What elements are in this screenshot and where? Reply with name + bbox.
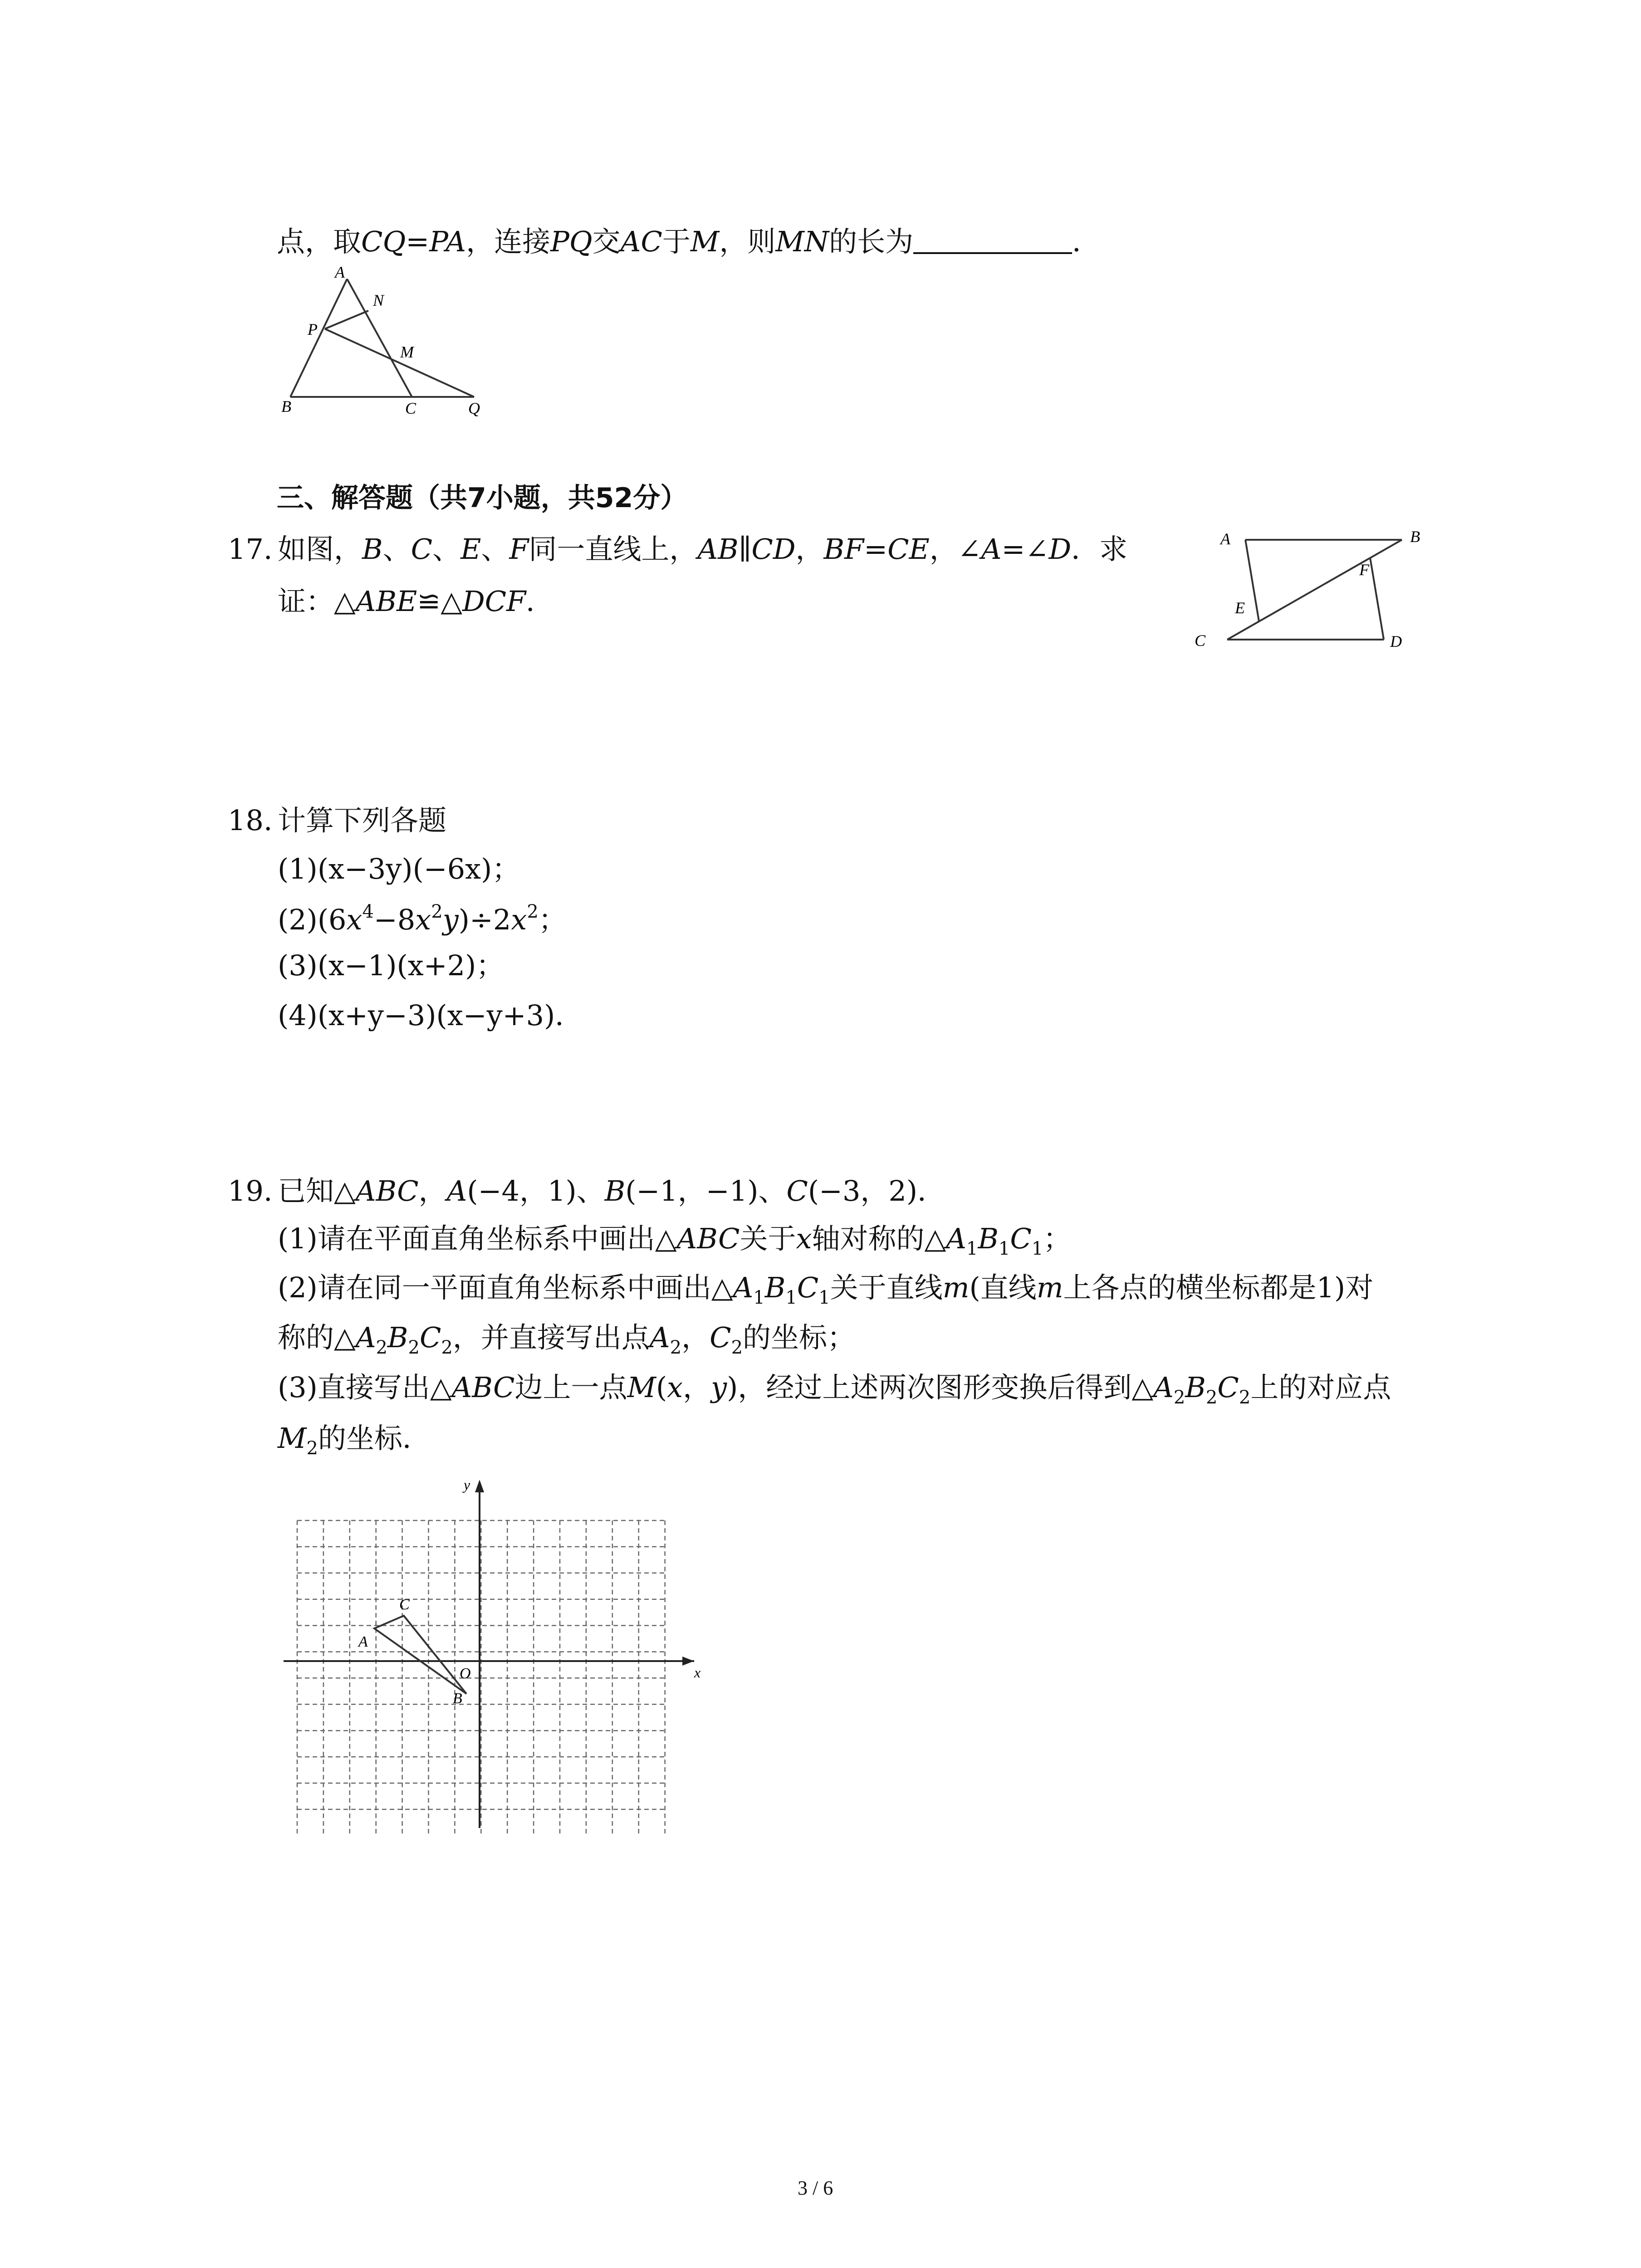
subscript: 1 [998, 1238, 1010, 1259]
math-var: B [1185, 1371, 1206, 1404]
text-run: 交 [592, 225, 621, 258]
page-number: 3 / 6 [798, 2177, 833, 2199]
text-run: 、 [382, 533, 411, 566]
text-run: ， [683, 1371, 711, 1404]
math-var: ABC [355, 1174, 419, 1207]
text-run: (2)请在同一平面直角坐标系中画出△ [278, 1271, 733, 1304]
answer-blank [913, 226, 1072, 254]
q17-line-1 [278, 533, 1128, 566]
math-var: x [415, 903, 431, 936]
text-run: 于 [662, 225, 691, 258]
subscript: 2 [376, 1337, 387, 1358]
text-run: ， [681, 1321, 710, 1354]
subscript: 2 [306, 1438, 318, 1459]
segment-fd [1370, 558, 1384, 640]
subscript: 2 [1205, 1387, 1218, 1408]
math-var: m [1036, 1271, 1063, 1304]
q18-part-3: (3)(x−1)(x+2)； [278, 949, 505, 982]
text-run: )，经过上述两次图形变换后得到△ [727, 1371, 1154, 1404]
superscript: 2 [527, 901, 539, 922]
text-run: 如图， [278, 533, 362, 566]
section-heading: 三、解答题（共7小题，共52分） [277, 482, 688, 514]
text-run: = [864, 533, 888, 566]
math-var: C [419, 1321, 441, 1354]
math-var: PQ [550, 225, 593, 258]
q16-triangle-figure [272, 261, 508, 429]
text-run: 的坐标． [318, 1422, 431, 1455]
text-run: (直线 [969, 1271, 1037, 1304]
text-run: 称的△ [278, 1321, 356, 1354]
math-var: x [667, 1371, 683, 1404]
subscript: 2 [731, 1337, 743, 1358]
q19-line-3 [278, 1271, 1374, 1308]
text-run: −8 [373, 903, 416, 936]
math-var: C [1217, 1371, 1239, 1404]
text-run: ( [656, 1371, 667, 1404]
text-run: ，并直接写出点 [452, 1321, 650, 1354]
math-var: ABE [355, 585, 417, 618]
text-run: 同一直线上， [529, 533, 698, 566]
subscript: 1 [818, 1287, 830, 1308]
origin-label: O [460, 1665, 471, 1682]
text-run: )÷2 [458, 903, 511, 936]
math-var: C [710, 1321, 731, 1354]
text-run: (−3，2)． [808, 1174, 946, 1207]
label-c: C [1195, 631, 1206, 650]
label-p: P [308, 320, 318, 338]
text-run: ， [795, 533, 824, 566]
text-run: (1)请在平面直角坐标系中画出△ [278, 1222, 677, 1255]
label-c: C [399, 1596, 410, 1613]
math-var: A [355, 1321, 376, 1354]
math-var: A [981, 533, 1002, 566]
text-run: ≌△ [417, 585, 462, 618]
label-e: E [1235, 599, 1245, 617]
math-var: x [511, 903, 527, 936]
subscript: 2 [408, 1337, 420, 1358]
q19-coordinate-grid [272, 1470, 708, 1842]
math-var: A [733, 1271, 754, 1304]
subscript: 1 [785, 1287, 797, 1308]
math-var: C [1010, 1222, 1032, 1255]
subscript: 2 [441, 1337, 453, 1358]
subscript: 2 [1173, 1387, 1185, 1408]
math-var: ABC [676, 1222, 740, 1255]
text-run: ． [526, 585, 554, 618]
math-var: E [460, 533, 481, 566]
math-var: C [797, 1271, 819, 1304]
q19-number: 19. [228, 1174, 273, 1207]
q19-line-5 [278, 1371, 1391, 1408]
math-var: x [796, 1222, 812, 1255]
text-run: ，则 [719, 225, 776, 258]
segment-pq [325, 329, 474, 397]
math-var: y [711, 1371, 727, 1404]
math-var: BF [823, 533, 864, 566]
grid-lines [297, 1520, 665, 1834]
math-var: M [690, 225, 720, 258]
math-var: ABC [451, 1371, 515, 1404]
text-run: (−1，−1)、 [625, 1174, 787, 1207]
math-var: C [786, 1174, 808, 1207]
label-m: M [400, 343, 414, 361]
text-run: ， [418, 1174, 447, 1207]
text-run: (3)直接写出△ [278, 1371, 452, 1404]
math-var: PA [429, 225, 466, 258]
math-var: A [649, 1321, 670, 1354]
q19-line-6 [278, 1424, 431, 1457]
superscript: 2 [431, 901, 443, 922]
text-run: ，连接 [466, 225, 551, 258]
label-q: Q [468, 399, 480, 417]
text-run: ． [1072, 225, 1101, 258]
text-run: 证：△ [278, 585, 356, 618]
q19-line-4 [278, 1321, 856, 1358]
triangle-abc [374, 1616, 466, 1694]
text-run: 已知△ [278, 1174, 356, 1207]
x-axis-label: x [694, 1664, 701, 1681]
text-run: 、 [432, 533, 461, 566]
math-var: F [509, 533, 529, 566]
q19-line-1 [278, 1174, 946, 1207]
q19-line-2 [278, 1222, 1072, 1259]
math-var: C [411, 533, 433, 566]
q18-part-2 [278, 903, 567, 934]
label-a: A [335, 263, 345, 281]
label-f: F [1359, 561, 1369, 579]
text-run: =∠ [1001, 533, 1049, 566]
y-axis-label: y [464, 1476, 470, 1493]
label-b: B [281, 397, 291, 415]
text-run: (−4，1)、 [467, 1174, 605, 1207]
text-run: 点，取 [277, 225, 362, 258]
math-var: B [387, 1321, 408, 1354]
text-run: 关于 [740, 1222, 796, 1255]
math-var: MN [775, 225, 829, 258]
math-var: M [627, 1371, 656, 1404]
q18-number: 18. [228, 804, 273, 837]
text-run: (2)(6 [278, 903, 347, 936]
math-var: B [764, 1271, 786, 1304]
text-run: 的坐标； [743, 1321, 856, 1354]
y-axis-arrow [475, 1480, 484, 1492]
math-var: B [604, 1174, 626, 1207]
q16-text-line [277, 226, 1100, 256]
side-ab [290, 279, 347, 397]
q18-part-1: (1)(x−3y)(−6x)； [278, 852, 520, 885]
text-run: 上的对应点 [1250, 1371, 1391, 1404]
q18-title: 计算下列各题 [278, 804, 447, 837]
subscript: 1 [1031, 1238, 1043, 1259]
math-var: m [942, 1271, 970, 1304]
text-run: 的长为 [829, 225, 914, 258]
math-var: x [346, 903, 362, 936]
text-run: 、 [481, 533, 509, 566]
segment-ae [1245, 540, 1259, 621]
q17-figure [1189, 522, 1443, 658]
x-axis-arrow [682, 1657, 694, 1666]
text-run: 轴对称的△ [812, 1222, 946, 1255]
math-var: CE [887, 533, 930, 566]
text-run: ，∠ [929, 533, 981, 566]
label-d: D [1390, 632, 1402, 650]
math-var: y [442, 903, 459, 936]
label-b: B [453, 1690, 462, 1707]
math-var: A [1153, 1371, 1174, 1404]
q17-line-2 [278, 587, 554, 616]
subscript: 2 [670, 1337, 682, 1358]
label-c: C [405, 399, 416, 417]
subscript: 1 [966, 1238, 978, 1259]
text-run: 上各点的横坐标都是1)对 [1063, 1271, 1374, 1304]
label-b: B [1410, 528, 1420, 546]
math-var: A [946, 1222, 966, 1255]
math-var: B [978, 1222, 999, 1255]
superscript: 4 [362, 901, 374, 922]
math-var: AC [620, 225, 662, 258]
math-var: CQ [361, 225, 406, 258]
math-var: B [362, 533, 383, 566]
text-run: 边上一点 [514, 1371, 627, 1404]
text-run: = [406, 225, 430, 258]
q17-number: 17. [228, 533, 273, 566]
math-var: D [1048, 533, 1072, 566]
text-run: ∥ [738, 533, 752, 566]
subscript: 1 [753, 1287, 765, 1308]
subscript: 2 [1239, 1387, 1251, 1408]
label-a: A [358, 1633, 368, 1650]
q18-part-4: (4)(x+y−3)(x−y+3)． [278, 999, 583, 1032]
text-run: ； [1043, 1222, 1072, 1255]
text-run: 关于直线 [830, 1271, 943, 1304]
math-var: AB [697, 533, 739, 566]
math-var: M [278, 1422, 307, 1455]
text-run: ．求 [1071, 533, 1128, 566]
math-var: CD [751, 533, 796, 566]
label-a: A [1220, 530, 1230, 548]
label-n: N [373, 291, 384, 309]
text-run: ； [538, 903, 567, 936]
math-var: DCF [462, 585, 526, 618]
math-var: A [446, 1174, 467, 1207]
